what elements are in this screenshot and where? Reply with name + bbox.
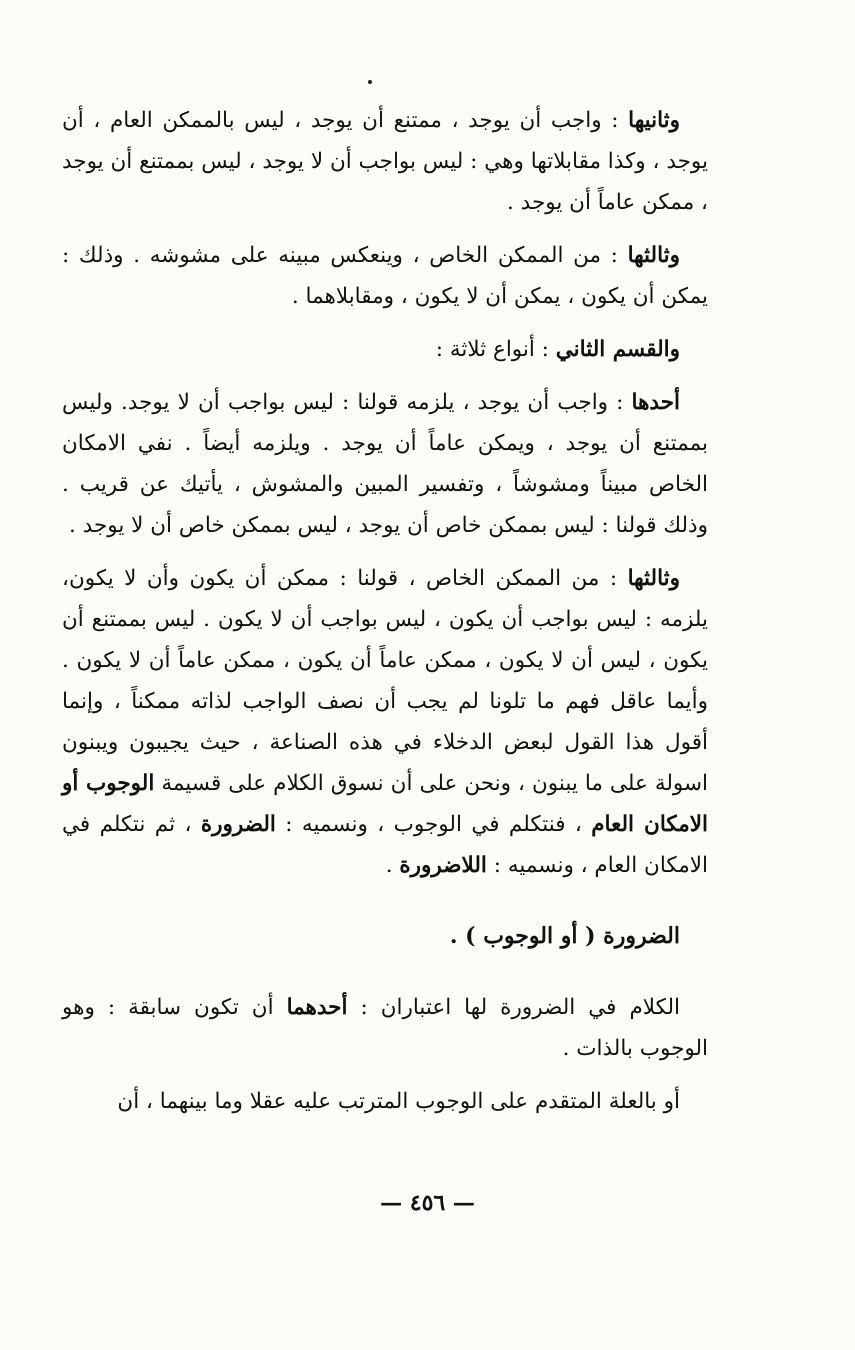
paragraph-4 (62, 382, 708, 546)
paragraph-text: : أنواع ثلاثة : (435, 337, 556, 362)
bold-term: الوجوب أو الامكان العام (62, 771, 708, 837)
paragraph-3 (62, 329, 708, 370)
paragraph-6 (62, 987, 708, 1069)
paragraph-text: ، ثم نتكلم في الامكان العام ، ونسميه : (62, 812, 708, 878)
paragraph-lead: وثانيها (628, 108, 680, 133)
paragraph-text: أن تكون سابقة : وهو الوجوب بالذات . (62, 995, 708, 1061)
paragraph-text: ، فنتكلم في الوجوب ، ونسميه : (275, 812, 592, 837)
paragraph-1 (62, 100, 708, 223)
page-number: — ٤٥٦ — (380, 1190, 475, 1216)
paragraph-2 (62, 235, 708, 317)
top-dot-mark (368, 80, 372, 84)
paragraph-lead: والقسم الثاني (555, 337, 680, 362)
paragraph-text: : من الممكن الخاص ، وينعكس مبينه على مشوشه . وذلك : يمكن أن يكون ، يمكن أن لا يكون ، ومقابلاهما . (62, 243, 708, 309)
paragraph-text: : من الممكن الخاص ، قولنا : ممكن أن يكون وأن لا يكون، يلزمه : ليس بواجب أن يكون ، ليس بواجب أن لا يكون . ليس بممتنع أن يكون ، ليس أن لا يكون ، ممكن عاماً أن يكون ، ممكن عاماً أن لا يكون . وأيما عاقل فهم ما تلونا لم يجب أن نصف الواجب لذاته ممكناً ، وإنما أقول هذا القول لبعض الدخلاء في هذه الصناعة ، حيث يجيبون ويبنون اسولة على ما يبنون ، ونحن على أن نسوق الكلام على قسيمة (62, 566, 708, 796)
paragraph-lead: وثالثها (627, 243, 680, 268)
paragraph-lead: أحدهما (286, 995, 348, 1020)
paragraph-text: : واجب أن يوجد ، يلزمه قولنا : ليس بواجب أن لا يوجد. وليس بممتنع أن يوجد ، ويمكن عاماً أن يوجد . ويلزمه أيضاً . نفي الامكان الخاص مبيناً ومشوشاً ، وتفسير المبين والمشوش ، يأتيك عن قريب . وذلك قولنا : ليس بممكن خاص أن يوجد ، ليس بممكن خاص أن لا يوجد . (62, 390, 708, 538)
paragraph-text: الكلام في الضرورة لها اعتباران : (347, 995, 680, 1020)
paragraph-7 (62, 1081, 708, 1122)
bold-term: الضرورة (200, 812, 276, 837)
paragraph-5 (62, 558, 708, 886)
paragraph-text: أو بالعلة المتقدم على الوجوب المترتب عليه عقلا وما بينهما ، أن (117, 1089, 680, 1114)
paragraph-text: . (385, 853, 400, 878)
paragraph-lead: وثالثها (627, 566, 680, 591)
paragraph-text: : واجب أن يوجد ، ممتنع أن يوجد ، ليس بالممكن العام ، أن يوجد ، وكذا مقابلاتها وهي : ليس بواجب أن لا يوجد ، ليس بممتنع أن يوجد ، ممكن عاماً أن يوجد . (62, 108, 708, 215)
bold-term: اللاضرورة (399, 853, 487, 878)
paragraph-lead: أحدها (631, 390, 680, 415)
page-body (62, 100, 708, 1134)
section-heading: الضرورة ( أو الوجوب ) . (449, 923, 680, 949)
